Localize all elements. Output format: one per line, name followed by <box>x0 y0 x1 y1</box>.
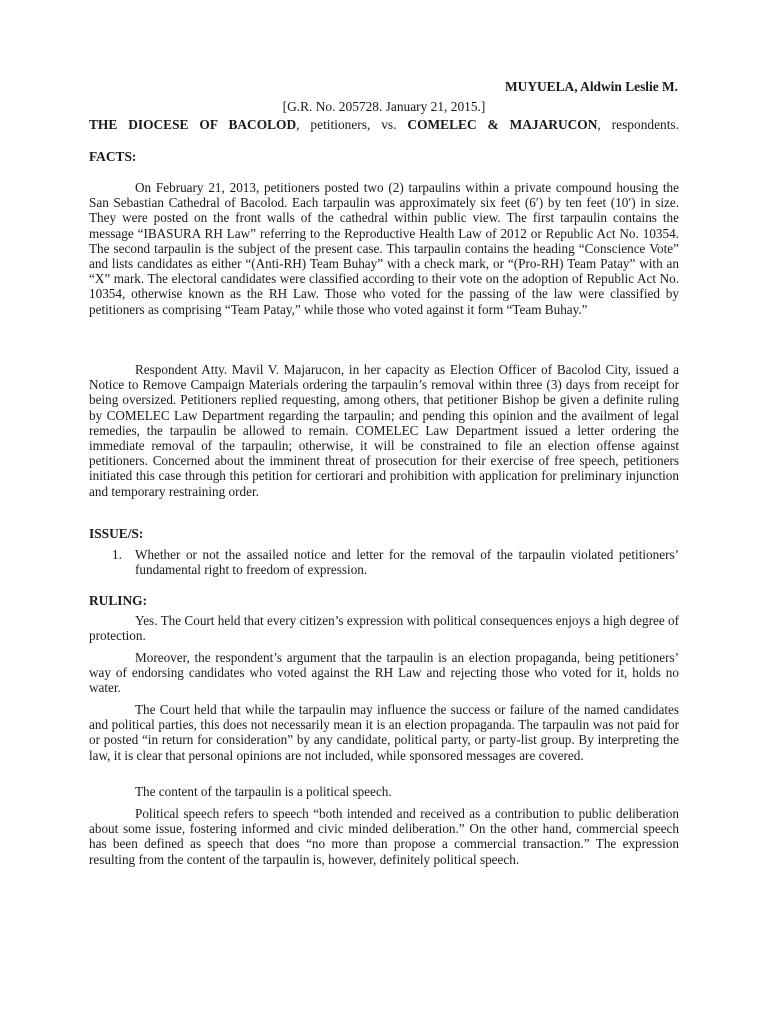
issue-item <box>112 547 679 577</box>
ruling-section-4 <box>89 784 679 799</box>
respondent-name: COMELEC & MAJARUCON <box>407 117 598 132</box>
issues-heading: ISSUE/S: <box>89 526 144 541</box>
facts-paragraph-1: On February 21, 2013, petitioners posted two (2) tarpaulins within a private compound housing the San Sebastian Cathedral of Bacolod. Each tarpaulin was approximately six feet (6′) by ten feet (10′) in size. They were posted on the front walls of the cathedral within public view. The first tarpaulin contains the message “IBASURA RH Law” referring to the Reproductive Health Law of 2012 or Republic Act No. 10354. The second tarpaulin is the subject of the present case. This tarpaulin contains the heading “Conscience Vote” and lists candidates as either “(Anti-RH) Team Buhay” with a check mark, or “(Pro-RH) Team Patay” with an “X” mark. The electoral candidates were classified according to their vote on the adoption of Republic Act No. 10354, otherwise known as the RH Law. Those who voted for the passing of the law were classified by petitioners as comprising “Team Patay,” while those who voted against it form “Team Buhay.” <box>89 180 679 317</box>
parties-connector: , petitioners, vs. <box>296 117 408 132</box>
issue-text: Whether or not the assailed notice and letter for the removal of the tarpaulin violated petitioners’ fundamental right to freedom of expression. <box>135 547 679 578</box>
ruling-paragraph-1: Yes. The Court held that every citizen’s expression with political consequences enjoys a high degree of protection. <box>89 613 679 644</box>
parties-suffix: , respondents. <box>597 117 679 132</box>
ruling-heading: RULING: <box>89 593 148 608</box>
issue-number: 1. <box>112 547 122 562</box>
ruling-paragraph-4: The content of the tarpaulin is a political speech. <box>135 784 392 799</box>
case-citation: [G.R. No. 205728. January 21, 2015.] <box>282 99 486 114</box>
ruling-section-5 <box>89 806 679 867</box>
ruling-paragraph-2: Moreover, the respondent’s argument that the tarpaulin is an election propaganda, being petitioners’ way of endorsing candidates who voted against the RH Law and rejecting those who voted for it, holds no water. <box>89 650 679 696</box>
facts-section <box>89 180 679 317</box>
petitioner-name: THE DIOCESE OF BACOLOD <box>89 117 297 132</box>
facts-paragraph-2: Respondent Atty. Mavil V. Majarucon, in her capacity as Election Officer of Bacolod City, issued a Notice to Remove Campaign Materials ordering the tarpaulin’s removal within three (3) days from receipt for being oversized. Petitioners replied requesting, among others, that petitioner Bishop be given a definite ruling by COMELEC Law Department regarding the tarpaulin; and pending this opinion and the availment of legal remedies, the tarpaulin be allowed to remain. COMELEC Law Department issued a letter ordering the immediate removal of the tarpaulin; otherwise, it will be constrained to file an election offense against petitioners. Concerned about the imminent threat of prosecution for their exercise of free speech, petitioners initiated this case through this petition for certiorari and prohibition with application for preliminary injunction and temporary restraining order. <box>89 362 679 499</box>
ruling-section <box>89 613 679 643</box>
case-parties <box>89 117 679 132</box>
ruling-paragraph-3: The Court held that while the tarpaulin may influence the success or failure of the named candidates and political parties, this does not necessarily mean it is an election propaganda. The tarpaulin was not paid for or posted “in return for consideration” by any candidate, political party, or party-list group. By interpreting the law, it is clear that personal opinions are not included, while sponsored messages are covered. <box>89 702 679 763</box>
ruling-paragraph-5: Political speech refers to speech “both intended and received as a contribution to public deliberation about some issue, fostering informed and civic minded deliberation.” On the other hand, commercial speech has been defined as speech that does “no more than propose a commercial transaction.” The expression resulting from the content of the tarpaulin is, however, definitely political speech. <box>89 806 679 867</box>
ruling-section-3 <box>89 702 679 763</box>
author-name: MUYUELA, Aldwin Leslie M. <box>505 79 678 94</box>
facts-section-2 <box>89 362 679 499</box>
ruling-section-2 <box>89 650 679 696</box>
facts-heading: FACTS: <box>89 149 137 164</box>
